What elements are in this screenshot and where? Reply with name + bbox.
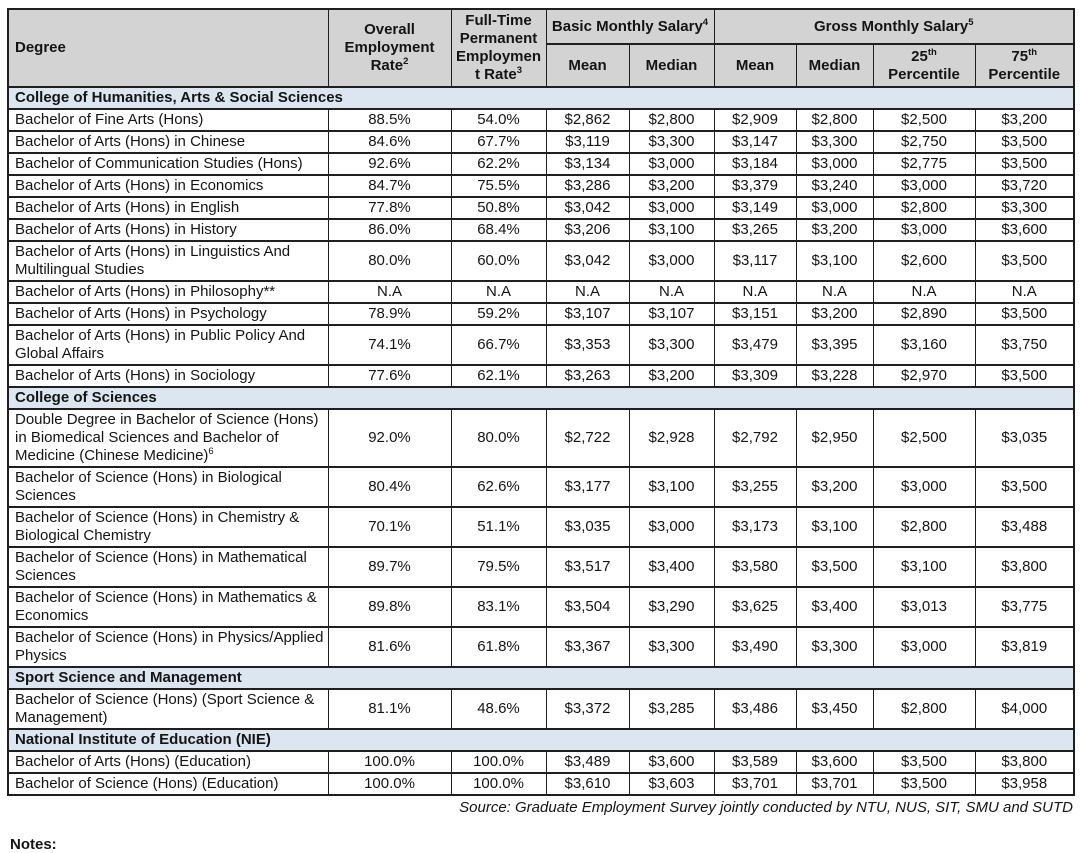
value-cell: $3,353 <box>546 325 629 365</box>
percentile-25-number: 25th <box>911 46 937 65</box>
degree-name: Bachelor of Science (Hons) (Sport Science & Management) <box>15 691 315 726</box>
degree-name: Bachelor of Communication Studies (Hons) <box>15 155 303 172</box>
value-cell: 48.6% <box>451 689 546 729</box>
value-cell: 67.7% <box>451 131 546 153</box>
value-cell: $3,200 <box>629 175 714 197</box>
table-row <box>8 627 1074 667</box>
value-cell: $4,000 <box>975 689 1074 729</box>
value-cell: 83.1% <box>451 587 546 627</box>
section-row <box>8 729 1074 751</box>
value-cell: $2,722 <box>546 409 629 467</box>
value-cell: $3,000 <box>873 627 975 667</box>
degree-cell <box>8 109 328 131</box>
value-cell: $3,600 <box>975 219 1074 241</box>
value-cell: $3,035 <box>975 409 1074 467</box>
value-cell: $3,500 <box>975 365 1074 387</box>
col-header-fulltime-permanent-employment-rate <box>451 9 546 87</box>
value-cell: $3,107 <box>629 303 714 325</box>
degree-name: Bachelor of Science (Hons) (Education) <box>15 775 279 792</box>
degree-name: Bachelor of Arts (Hons) in Public Policy And Global Affairs <box>15 327 306 362</box>
table-header <box>8 9 1074 87</box>
col-header-degree: Degree <box>8 9 328 87</box>
value-cell: $3,151 <box>714 303 796 325</box>
value-cell: $3,000 <box>629 507 714 547</box>
value-cell: 78.9% <box>328 303 451 325</box>
value-cell: 100.0% <box>328 773 451 795</box>
value-cell: 89.8% <box>328 587 451 627</box>
value-cell: $3,042 <box>546 197 629 219</box>
value-cell: $2,800 <box>873 689 975 729</box>
value-cell: $3,300 <box>629 627 714 667</box>
value-cell: $3,309 <box>714 365 796 387</box>
value-cell: $2,800 <box>873 507 975 547</box>
value-cell: $3,013 <box>873 587 975 627</box>
table-row <box>8 281 1074 303</box>
value-cell: $3,701 <box>796 773 873 795</box>
value-cell: $3,750 <box>975 325 1074 365</box>
degree-name: Bachelor of Arts (Hons) in English <box>15 199 240 216</box>
degree-name: Bachelor of Arts (Hons) in Linguistics And Multilingual Studies <box>15 243 291 278</box>
value-cell: $2,500 <box>873 409 975 467</box>
value-cell: $3,200 <box>796 219 873 241</box>
value-cell: 70.1% <box>328 507 451 547</box>
degree-cell <box>8 175 328 197</box>
header-group-row <box>8 9 1074 44</box>
table-row <box>8 303 1074 325</box>
value-cell: $2,800 <box>796 109 873 131</box>
value-cell: $3,701 <box>714 773 796 795</box>
table-body <box>8 87 1074 795</box>
value-cell: 84.7% <box>328 175 451 197</box>
value-cell: $3,379 <box>714 175 796 197</box>
value-cell: 100.0% <box>328 751 451 773</box>
degree-name: Bachelor of Arts (Hons) in Psychology <box>15 305 267 322</box>
degree-name: Bachelor of Science (Hons) in Biological Sciences <box>15 469 282 504</box>
value-cell: $3,000 <box>796 197 873 219</box>
value-cell: 79.5% <box>451 547 546 587</box>
table-row <box>8 467 1074 507</box>
value-cell: $3,367 <box>546 627 629 667</box>
value-cell: $2,950 <box>796 409 873 467</box>
value-cell: $3,603 <box>629 773 714 795</box>
col-header-25th-percentile <box>873 44 975 87</box>
degree-cell <box>8 467 328 507</box>
value-cell: $2,750 <box>873 131 975 153</box>
value-cell: $3,134 <box>546 153 629 175</box>
value-cell: $3,720 <box>975 175 1074 197</box>
value-cell: 80.0% <box>451 409 546 467</box>
value-cell: $3,117 <box>714 241 796 281</box>
degree-name: Bachelor of Science (Hons) in Mathematics & Economics <box>15 589 317 624</box>
value-cell: 54.0% <box>451 109 546 131</box>
value-cell: 77.8% <box>328 197 451 219</box>
value-cell: $3,500 <box>975 467 1074 507</box>
value-cell: 60.0% <box>451 241 546 281</box>
table-row <box>8 219 1074 241</box>
table-row <box>8 109 1074 131</box>
table-row <box>8 751 1074 773</box>
value-cell: $3,300 <box>629 131 714 153</box>
value-cell: $3,100 <box>629 219 714 241</box>
value-cell: $3,625 <box>714 587 796 627</box>
value-cell: $3,589 <box>714 751 796 773</box>
value-cell: $3,206 <box>546 219 629 241</box>
value-cell: $3,263 <box>546 365 629 387</box>
section-row <box>8 87 1074 109</box>
degree-cell <box>8 773 328 795</box>
value-cell: $3,610 <box>546 773 629 795</box>
clipped-bottom-text: Notes: <box>10 836 57 853</box>
value-cell: $2,890 <box>873 303 975 325</box>
value-cell: 62.6% <box>451 467 546 507</box>
table-row <box>8 547 1074 587</box>
value-cell: $3,300 <box>975 197 1074 219</box>
value-cell: $3,255 <box>714 467 796 507</box>
degree-name: Bachelor of Arts (Hons) in Chinese <box>15 133 246 150</box>
value-cell: $3,580 <box>714 547 796 587</box>
table-row <box>8 365 1074 387</box>
degree-cell <box>8 153 328 175</box>
basic-salary-group-text: Basic Monthly Salary <box>551 17 703 35</box>
degree-name: Bachelor of Science (Hons) in Physics/Applied Physics <box>15 629 324 664</box>
value-cell: N.A <box>975 281 1074 303</box>
percentile-75-label: Percentile <box>988 65 1061 83</box>
value-cell: $2,909 <box>714 109 796 131</box>
value-cell: $3,240 <box>796 175 873 197</box>
value-cell: $3,107 <box>546 303 629 325</box>
degree-cell <box>8 365 328 387</box>
value-cell: $3,200 <box>975 109 1074 131</box>
value-cell: $2,862 <box>546 109 629 131</box>
value-cell: N.A <box>714 281 796 303</box>
footnote-marker-5: 5 <box>968 16 974 28</box>
degree-name: Bachelor of Arts (Hons) (Education) <box>15 753 251 770</box>
value-cell: 61.8% <box>451 627 546 667</box>
degree-cell <box>8 303 328 325</box>
value-cell: $3,000 <box>629 197 714 219</box>
source-attribution: Source: Graduate Employment Survey jointly conducted by NTU, NUS, SIT, SMU and SUTD <box>459 799 1073 816</box>
value-cell: $3,149 <box>714 197 796 219</box>
percentile-75-number: 75th <box>1011 46 1038 65</box>
value-cell: $3,200 <box>796 467 873 507</box>
degree-name: Bachelor of Fine Arts (Hons) <box>15 111 204 128</box>
degree-cell <box>8 507 328 547</box>
col-header-fulltime-text: Full-Time Permanent Employment Rate <box>455 12 542 83</box>
section-row <box>8 387 1074 409</box>
value-cell: $3,200 <box>629 365 714 387</box>
section-title: Sport Science and Management <box>8 667 1074 689</box>
percentile-25-sup: th <box>927 46 937 58</box>
col-group-basic-monthly-salary <box>546 9 714 44</box>
value-cell: $3,000 <box>629 153 714 175</box>
value-cell: $3,119 <box>546 131 629 153</box>
value-cell: 68.4% <box>451 219 546 241</box>
value-cell: 100.0% <box>451 773 546 795</box>
value-cell: $3,200 <box>796 303 873 325</box>
value-cell: 92.0% <box>328 409 451 467</box>
value-cell: $3,517 <box>546 547 629 587</box>
value-cell: $3,286 <box>546 175 629 197</box>
table-row <box>8 175 1074 197</box>
value-cell: $3,775 <box>975 587 1074 627</box>
value-cell: 62.1% <box>451 365 546 387</box>
value-cell: $3,177 <box>546 467 629 507</box>
value-cell: $3,000 <box>629 241 714 281</box>
col-header-overall-text: Overall Employment Rate <box>344 21 435 74</box>
table-row <box>8 773 1074 795</box>
section-row <box>8 667 1074 689</box>
value-cell: N.A <box>328 281 451 303</box>
table-row <box>8 409 1074 467</box>
value-cell: $3,500 <box>873 773 975 795</box>
col-header-gross-mean: Mean <box>714 44 796 87</box>
value-cell: $2,970 <box>873 365 975 387</box>
value-cell: 80.0% <box>328 241 451 281</box>
value-cell: $3,000 <box>796 153 873 175</box>
value-cell: N.A <box>873 281 975 303</box>
value-cell: $3,450 <box>796 689 873 729</box>
value-cell: $3,400 <box>796 587 873 627</box>
degree-cell <box>8 197 328 219</box>
value-cell: $3,500 <box>975 153 1074 175</box>
value-cell: $3,285 <box>629 689 714 729</box>
degree-cell <box>8 689 328 729</box>
value-cell: $3,042 <box>546 241 629 281</box>
value-cell: $3,500 <box>975 131 1074 153</box>
value-cell: $3,395 <box>796 325 873 365</box>
value-cell: $3,500 <box>975 241 1074 281</box>
value-cell: $3,147 <box>714 131 796 153</box>
value-cell: $3,600 <box>629 751 714 773</box>
value-cell: $3,184 <box>714 153 796 175</box>
value-cell: $3,500 <box>796 547 873 587</box>
value-cell: $3,000 <box>873 467 975 507</box>
value-cell: $3,400 <box>629 547 714 587</box>
value-cell: $2,775 <box>873 153 975 175</box>
value-cell: $3,819 <box>975 627 1074 667</box>
value-cell: 77.6% <box>328 365 451 387</box>
table-row <box>8 241 1074 281</box>
percentile-75-sup: th <box>1028 46 1038 58</box>
value-cell: $3,173 <box>714 507 796 547</box>
section-title: College of Humanities, Arts & Social Sciences <box>8 87 1074 109</box>
value-cell: N.A <box>451 281 546 303</box>
value-cell: $3,486 <box>714 689 796 729</box>
value-cell: $2,928 <box>629 409 714 467</box>
value-cell: $3,490 <box>714 627 796 667</box>
degree-cell <box>8 325 328 365</box>
value-cell: $3,500 <box>873 751 975 773</box>
value-cell: N.A <box>629 281 714 303</box>
footnote-marker-2: 2 <box>403 56 409 67</box>
table-row <box>8 131 1074 153</box>
value-cell: $3,488 <box>975 507 1074 547</box>
value-cell: $3,800 <box>975 547 1074 587</box>
value-cell: $3,800 <box>975 751 1074 773</box>
value-cell: 100.0% <box>451 751 546 773</box>
degree-name: Bachelor of Arts (Hons) in Philosophy** <box>15 283 276 300</box>
value-cell: $3,100 <box>873 547 975 587</box>
degree-cell <box>8 241 328 281</box>
value-cell: $3,479 <box>714 325 796 365</box>
value-cell: $3,000 <box>873 219 975 241</box>
value-cell: 92.6% <box>328 153 451 175</box>
value-cell: $3,500 <box>975 303 1074 325</box>
value-cell: $2,800 <box>629 109 714 131</box>
degree-name: Bachelor of Arts (Hons) in Sociology <box>15 367 256 384</box>
value-cell: N.A <box>546 281 629 303</box>
value-cell: 75.5% <box>451 175 546 197</box>
value-cell: 84.6% <box>328 131 451 153</box>
col-header-75th-percentile <box>975 44 1074 87</box>
table-row <box>8 153 1074 175</box>
employment-salary-table <box>7 8 1075 796</box>
degree-name: Bachelor of Arts (Hons) in Economics <box>15 177 264 194</box>
degree-cell <box>8 409 328 467</box>
value-cell: $3,265 <box>714 219 796 241</box>
value-cell: 88.5% <box>328 109 451 131</box>
value-cell: $3,100 <box>796 507 873 547</box>
degree-cell <box>8 547 328 587</box>
degree-name: Bachelor of Science (Hons) in Mathematical Sciences <box>15 549 307 584</box>
table-row <box>8 587 1074 627</box>
table-row <box>8 197 1074 219</box>
value-cell: 86.0% <box>328 219 451 241</box>
value-cell: N.A <box>796 281 873 303</box>
value-cell: 59.2% <box>451 303 546 325</box>
value-cell: $3,489 <box>546 751 629 773</box>
value-cell: $3,228 <box>796 365 873 387</box>
degree-cell <box>8 627 328 667</box>
value-cell: $2,800 <box>873 197 975 219</box>
value-cell: $3,958 <box>975 773 1074 795</box>
value-cell: $2,792 <box>714 409 796 467</box>
value-cell: $2,500 <box>873 109 975 131</box>
value-cell: $3,160 <box>873 325 975 365</box>
value-cell: $3,290 <box>629 587 714 627</box>
col-header-overall-employment-rate <box>328 9 451 87</box>
value-cell: 62.2% <box>451 153 546 175</box>
footnote-marker-3: 3 <box>516 65 522 76</box>
value-cell: 50.8% <box>451 197 546 219</box>
table-row <box>8 325 1074 365</box>
value-cell: $3,300 <box>796 627 873 667</box>
percentile-25-label: Percentile <box>888 65 960 83</box>
value-cell: $3,035 <box>546 507 629 547</box>
value-cell: $2,600 <box>873 241 975 281</box>
gross-salary-group-text: Gross Monthly Salary <box>814 17 969 35</box>
degree-name: Bachelor of Arts (Hons) in History <box>15 221 237 238</box>
degree-cell <box>8 219 328 241</box>
value-cell: 89.7% <box>328 547 451 587</box>
col-header-basic-median: Median <box>629 44 714 87</box>
value-cell: 66.7% <box>451 325 546 365</box>
degree-cell <box>8 281 328 303</box>
degree-name: Double Degree in Bachelor of Science (Hons) in Biomedical Sciences and Bachelor of Medicine (Chinese Medicine) <box>15 411 319 464</box>
section-title: National Institute of Education (NIE) <box>8 729 1074 751</box>
value-cell: 80.4% <box>328 467 451 507</box>
degree-cell <box>8 751 328 773</box>
value-cell: $3,600 <box>796 751 873 773</box>
value-cell: $3,100 <box>796 241 873 281</box>
col-header-gross-median: Median <box>796 44 873 87</box>
value-cell: $3,504 <box>546 587 629 627</box>
table-row <box>8 507 1074 547</box>
table-row <box>8 689 1074 729</box>
value-cell: $3,100 <box>629 467 714 507</box>
degree-name: Bachelor of Science (Hons) in Chemistry & Biological Chemistry <box>15 509 300 544</box>
section-title: College of Sciences <box>8 387 1074 409</box>
value-cell: $3,372 <box>546 689 629 729</box>
col-group-gross-monthly-salary <box>714 9 1074 44</box>
degree-cell <box>8 131 328 153</box>
value-cell: 81.1% <box>328 689 451 729</box>
degree-cell <box>8 587 328 627</box>
value-cell: 81.6% <box>328 627 451 667</box>
value-cell: 74.1% <box>328 325 451 365</box>
value-cell: 51.1% <box>451 507 546 547</box>
col-header-basic-mean: Mean <box>546 44 629 87</box>
footnote-marker-6: 6 <box>208 446 214 457</box>
value-cell: $3,000 <box>873 175 975 197</box>
footnote-marker-4: 4 <box>702 16 709 28</box>
value-cell: $3,300 <box>629 325 714 365</box>
value-cell: $3,300 <box>796 131 873 153</box>
